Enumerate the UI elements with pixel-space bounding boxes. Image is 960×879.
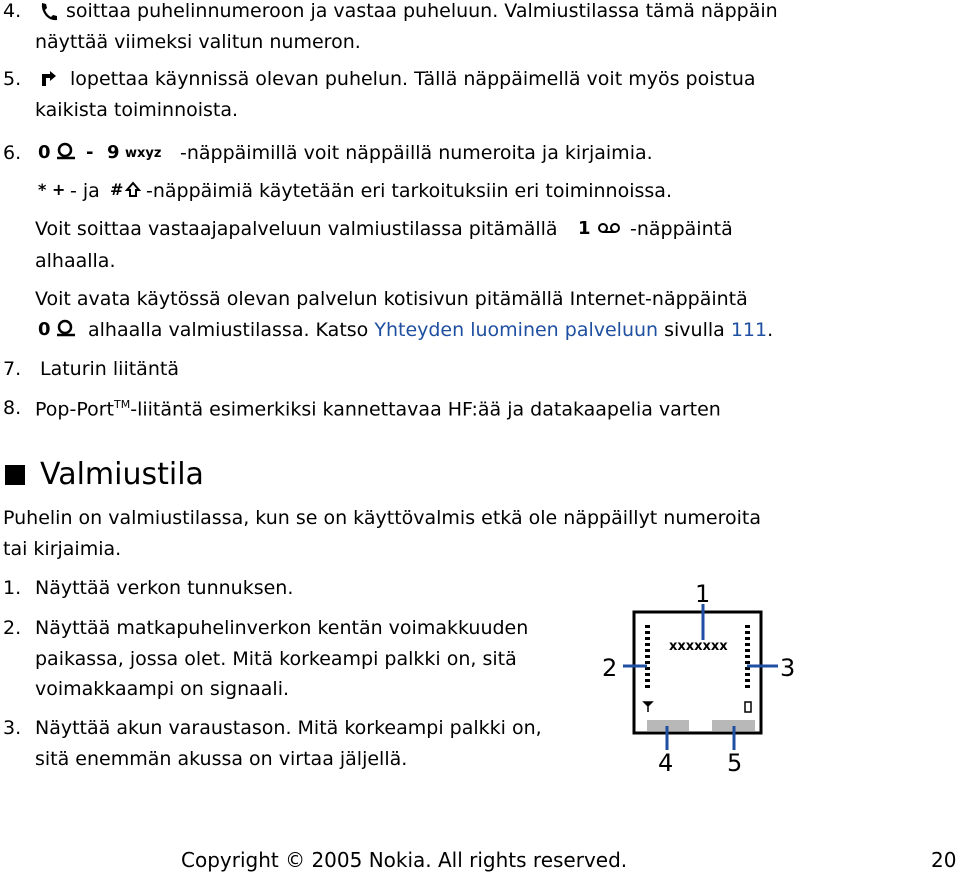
section-item-2-line-2: paikassa, jossa olet. Mitä korkeampi palkki on, sitä: [35, 648, 517, 670]
item-5-number: 5.: [3, 68, 22, 90]
network-name-text: xxxxxxx: [669, 639, 728, 654]
item-8-text: [35, 399, 721, 419]
signal-strength-bar: [644, 625, 652, 712]
footer-copyright: Copyright © 2005 Nokia. All rights reserved.: [181, 848, 628, 872]
callout-5: 5: [727, 749, 743, 777]
web-page-link[interactable]: 111: [730, 319, 768, 341]
hash-key-label: #: [110, 180, 124, 199]
section-item-2-number: 2.: [3, 617, 22, 639]
voicemail-line-1b: -näppäintä: [630, 218, 733, 240]
callout-1: 1: [695, 580, 711, 608]
star-key-label: * +: [38, 180, 66, 199]
item-6-text-2: -näppäimiä käytetään eri tarkoituksiin eri toiminnoissa.: [146, 180, 672, 202]
item-8-number: 8.: [3, 397, 22, 419]
page-number: 20: [931, 848, 957, 872]
voicemail-line-2: alhaalla.: [35, 250, 116, 272]
section-item-3-line-1: Näyttää akun varaustason. Mitä korkeampi palkki on,: [35, 717, 542, 739]
section-intro-line-1: Puhelin on valmiustilassa, kun se on käyttövalmis etkä ole näppäillyt numeroita: [3, 507, 761, 529]
item-6-ja: - ja: [70, 180, 100, 202]
key-9-label: 9: [107, 142, 120, 163]
key-9-letters: wxyz: [125, 146, 162, 161]
web-line-2a: alhaalla valmiustilassa. Katso: [88, 319, 369, 341]
item-8-text-a: Pop-Port: [35, 398, 114, 421]
web-line-2b: sivulla: [664, 319, 725, 341]
voicemail-line-1a: Voit soittaa vastaajapalveluun valmiustilassa pitämällä: [35, 218, 558, 240]
key-0-label: 0: [38, 142, 51, 163]
item-7-text: Laturin liitäntä: [40, 358, 179, 380]
shift-key-icon: [124, 180, 142, 200]
section-item-2-line-1: Näyttää matkapuhelinverkon kentän voimakkuuden: [35, 617, 529, 639]
web-line-1: Voit avata käytössä olevan palvelun kotisivun pitämällä Internet-näppäintä: [35, 288, 748, 310]
display-frame: [634, 612, 761, 733]
item-5-line-1: lopettaa käynnissä olevan puhelun. Tällä näppäimellä voit myös poistua: [70, 68, 756, 90]
space-key-icon-2: [54, 317, 78, 341]
callout-3: 3: [780, 654, 796, 682]
web-link[interactable]: Yhteyden luominen palveluun: [374, 319, 659, 341]
web-line-2: [88, 321, 773, 340]
battery-icon: [745, 702, 751, 712]
antenna-icon: [644, 702, 652, 712]
section-item-1-number: 1.: [3, 577, 22, 599]
trademark: TM: [114, 398, 131, 411]
item-8-text-b: -liitäntä esimerkiksi kannettavaa HF:ää ja datakaapelia varten: [130, 398, 721, 421]
callout-2: 2: [602, 654, 618, 682]
item-4-line-1: soittaa puhelinnumeroon ja vastaa puheluun. Valmiustilassa tämä näppäin: [66, 0, 778, 22]
item-6-number: 6.: [3, 142, 22, 164]
item-4-line-2: näyttää viimeksi valitun numeron.: [35, 31, 361, 53]
key-dash: -: [86, 142, 94, 163]
space-key-icon: [54, 140, 78, 164]
item-4-number: 4.: [3, 0, 22, 22]
section-title: Valmiustila: [40, 457, 204, 492]
section-item-1-line-1: Näyttää verkon tunnuksen.: [35, 577, 294, 599]
section-intro-line-2: tai kirjaimia.: [3, 538, 122, 560]
item-5-line-2: kaikista toiminnoista.: [35, 99, 239, 121]
item-7-number: 7.: [3, 358, 22, 380]
section-bullet: [5, 465, 25, 485]
standby-display-diagram: [595, 578, 805, 778]
item-6-text: -näppäimillä voit näppäillä numeroita ja kirjaimia.: [180, 142, 653, 164]
key-1-label: 1: [578, 218, 591, 239]
section-item-3-line-2: sitä enemmän akussa on virtaa jäljellä.: [35, 748, 408, 770]
section-item-2-line-3: voimakkaampi on signaali.: [35, 678, 290, 700]
section-item-3-number: 3.: [3, 717, 22, 739]
call-key-icon: [38, 0, 60, 24]
callout-4: 4: [658, 749, 674, 777]
web-end: .: [767, 319, 774, 341]
web-key-0-label: 0: [38, 319, 51, 340]
battery-level-bar: [745, 625, 751, 712]
end-key-icon: [38, 68, 60, 92]
voicemail-icon: [596, 218, 622, 238]
